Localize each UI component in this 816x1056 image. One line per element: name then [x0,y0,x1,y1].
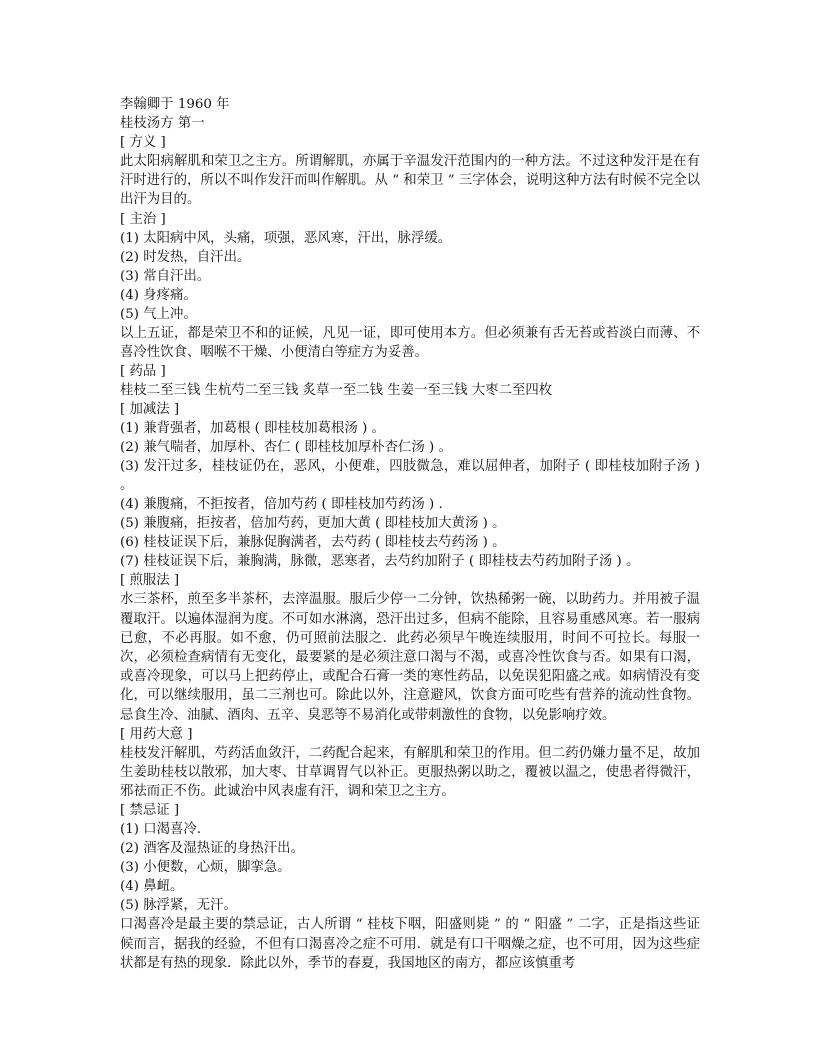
zhuzhi-item: (5) 气上冲。 [120,306,197,322]
zhuzhi-item: (1) 太阳病中风，头痛，项强，恶风寒，汗出，脉浮缓。 [120,230,452,246]
section-heading-jianfu: [ 煎服法 ] [120,573,180,589]
yongyao-text: 桂枝发汗解肌，芍药活血敛汗，二药配合起来，有解肌和荣卫的作用。但二药仍嫌力量不足，故加生姜助桂枝以散邪，加大枣、甘草调胃气以补正。更服热粥以助之，覆被以温之，使患者得微汗，邪祛而正不伤。此诚治中风表虚有汗，调和荣卫之主方。 [120,745,700,800]
jiajian-item: (7) 桂枝证误下后，兼胸满，脉微，恶寒者，去芍约加附子 ( 即桂枝去芍药加附子汤 ) 。 [120,554,640,570]
jinji-item: (2) 酒客及湿热证的身热汗出。 [120,841,304,857]
jinji-item: (1) 口渴喜冷. [120,822,202,838]
yaopin-text: 桂枝二至三钱 生杭芍二至三钱 炙草一至二钱 生姜一至三钱 大枣二至四枚 [120,383,553,399]
jianfu-text: 水三茶杯，煎至多半茶杯，去滓温服。服后少停一二分钟，饮热稀粥一碗，以助药力。并用被子温覆取汗。以遍体湿润为度。不可如水淋漓，恐汗出过多，但病不能除，且容易重感风寒。若一服病已愈，不必再服。如不愈，仍可照前法服之．此药必须早午晚连续服用，时间不可拉长。每服一次，必须检查病情有无变化，最要紧的是必须注意口渴与不渴，或喜冷性饮食与否。如果有口渴，或喜冷现象，可以马上把药停止，或配合石膏一类的寒性药品，以免误犯阳盛之戒。如病情没有变化，可以继续服用，虽二三剂也可。除此以外，注意避风，饮食方面可吃些有营养的流动性食物。忌食生冷、油腻、酒肉、五辛、臭恶等不易消化或带刺激性的食物，以免影响疗效。 [120,592,700,723]
jiajian-item: (5) 兼腹痛，拒按者，倍加芍药，更加大黄 ( 即桂枝加大黄汤 ) 。 [120,516,506,532]
jiajian-item: (2) 兼气喘者，加厚朴、杏仁 ( 即桂枝加厚朴杏仁汤 ) 。 [120,440,452,456]
section-heading-yongyao: [ 用药大意 ] [120,726,193,742]
zhuzhi-note: 以上五证，都是荣卫不和的证候，凡见一证，即可使用本方。但必须兼有舌无苔或苔淡白而薄、不喜冷性饮食、咽喉不干燥、小便清白等症方为妥善。 [120,325,700,360]
jiajian-item: (4) 兼腹痛，不拒按者，倍加芍药 ( 即桂枝加芍药汤 ) . [120,497,443,513]
zhuzhi-item: (3) 常自汗出。 [120,268,211,284]
author-line: 李翰卿于 1960 年 [120,97,230,112]
jinji-item: (3) 小便数，心烦，脚挛急。 [120,860,291,876]
section-heading-fangyi: [ 方义 ] [120,135,166,150]
jinji-note: 口渴喜冷是最主要的禁忌证，古人所谓 “ 桂枝下咽，阳盛则毙 ” 的 “ 阳盛 ” 二字，正是指这些证候而言，据我的经验，不但有口渴喜冷之症不可用．就是有口干咽燥之症，也不可用，因为这些症状都是有热的现象．除此以外，季节的春夏，我国地区的南方，都应该慎重考 [120,917,700,971]
jinji-item: (4) 鼻衄。 [120,879,184,895]
section-heading-jinji: [ 禁忌证 ] [120,803,180,819]
zhuzhi-item: (4) 身疼痛。 [120,287,197,303]
fangyi-text: 此太阳病解肌和荣卫之主方。所谓解肌，亦属于辛温发汗范围内的一种方法。不过这种发汗是在有汗时进行的，所以不叫作发汗而叫作解肌。从 “ 和荣卫 ” 三字体会，说明这种方法有时候不完全以出汗为目的。 [120,154,700,208]
section-heading-zhuzhi: [ 主治 ] [120,211,166,227]
section-heading-jiajian: [ 加减法 ] [120,402,180,418]
document-page [120,95,700,973]
formula-title: 桂枝汤方 第一 [120,116,205,131]
section-heading-yaopin: [ 药品 ] [120,364,166,380]
jiajian-item: (1) 兼背强者，加葛根 ( 即桂枝加葛根汤 ) 。 [120,421,385,437]
jiajian-item: (6) 桂枝证误下后，兼脉促胸满者，去芍药 ( 即桂枝去芍药汤 ) 。 [120,535,506,551]
zhuzhi-item: (2) 时发热，自汗出。 [120,249,251,265]
jiajian-item: (3) 发汗过多，桂枝证仍在，恶风，小便难，四肢微急，难以屈伸者，加附子 ( 即桂枝加附子汤 ) 。 [120,459,700,494]
jinji-item: (5) 脉浮紧，无汗。 [120,898,237,914]
